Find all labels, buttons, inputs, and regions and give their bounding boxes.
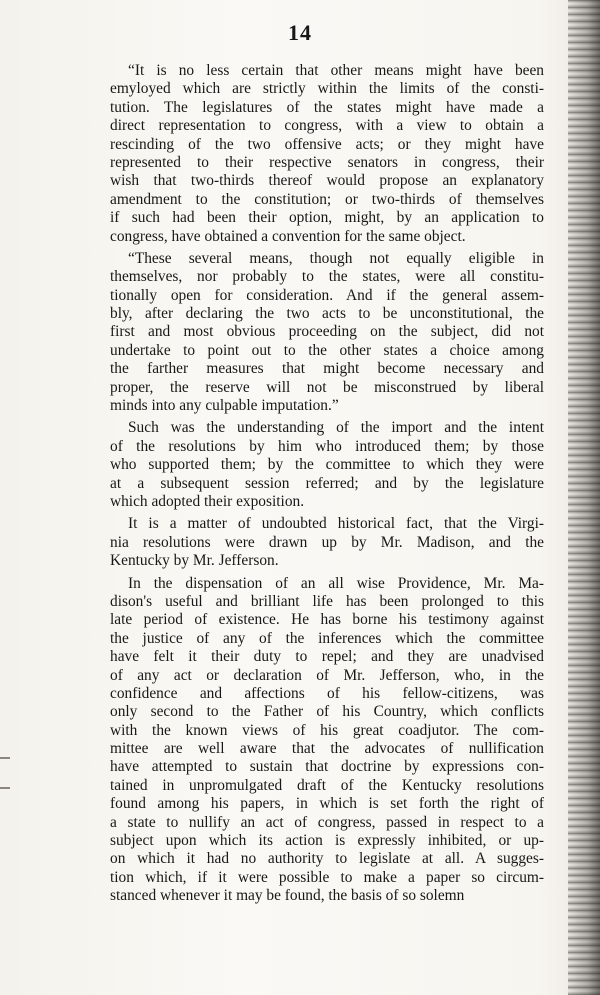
text-line: emyloyed which are strictly within the limits of the consti-	[110, 80, 544, 98]
text-line: have attempted to sustain that doctrine by expressions con-	[110, 758, 544, 776]
text-line: at a subsequent session referred; and by the legislature	[110, 474, 544, 492]
text-line: of any act or declaration of Mr. Jefferson, who, in the	[110, 666, 544, 684]
text-line: only second to the Father of his Country, which conflicts	[110, 703, 544, 721]
text-line: a state to nullify an act of congress, passed in respect to a	[110, 813, 544, 831]
text-line: who supported them; by the committee to which they were	[110, 456, 544, 474]
text-line: bly, after declaring the two acts to be unconstitutional, the	[110, 305, 544, 323]
paragraph	[110, 515, 544, 570]
text-line: undertake to point out to the other states a choice among	[110, 341, 544, 359]
text-line: minds into any culpable imputation.”	[110, 397, 339, 415]
text-line: the justice of any of the inferences which the committee	[110, 629, 544, 647]
text-line: mittee are well aware that the advocates of nullification	[110, 740, 544, 758]
paragraph	[110, 62, 544, 246]
text-line: “These several means, though not equally eligible in	[128, 249, 544, 267]
margin-mark	[0, 787, 10, 789]
text-line: represented to their respective senators in congress, their	[110, 153, 544, 171]
text-line: stanced whenever it may be found, the basis of so solemn	[110, 887, 465, 905]
text-line: “It is no less certain that other means might have been	[128, 62, 544, 79]
text-line: the farther measures that might become necessary and	[110, 360, 544, 378]
text-line: late period of existence. He has borne his testimony against	[110, 611, 544, 629]
text-line: rescinding of the two offensive acts; or they might have	[110, 135, 544, 153]
text-line: tion which, if it were possible to make a paper so circum-	[110, 868, 544, 886]
paragraph	[110, 250, 544, 416]
text-line: confidence and affections of his fellow-citizens, was	[110, 684, 544, 702]
text-line: nia resolutions were drawn up by Mr. Madison, and the	[110, 533, 544, 551]
text-line: wish that two-thirds thereof would propose an explanatory	[110, 172, 544, 190]
page-edge-shadow	[568, 0, 600, 995]
text-line: with the known views of his great coadjutor. The com-	[110, 721, 544, 739]
text-line: In the dispensation of an all wise Providence, Mr. Ma-	[128, 574, 544, 592]
text-line: proper, the reserve will not be misconstrued by liberal	[110, 378, 544, 396]
text-line: first and most obvious proceeding on the subject, did not	[110, 323, 544, 341]
text-line: which adopted their exposition.	[110, 492, 305, 510]
text-line: tution. The legislatures of the states might have made a	[110, 98, 544, 116]
text-line: tained in unpromulgated draft of the Kentucky resolutions	[110, 776, 544, 794]
text-line: found among his papers, in which is set forth the right of	[110, 795, 544, 813]
text-line: of the resolutions by him who introduced them; by those	[110, 437, 544, 455]
text-line: Kentucky by Mr. Jefferson.	[110, 552, 279, 570]
text-line: It is a matter of undoubted historical fact, that the Virgi-	[128, 515, 544, 533]
text-line: subject upon which its action is expressly inhibited, or up-	[110, 832, 544, 850]
text-line: amendment to the constitution; or two-thirds of themselves	[110, 190, 544, 208]
body-text	[110, 62, 544, 906]
text-line: tionally open for consideration. And if the general assem-	[110, 286, 544, 304]
text-line: congress, have obtained a convention for the same object.	[110, 227, 466, 245]
text-line: dison's useful and brilliant life has been prolonged to this	[110, 592, 544, 610]
text-line: themselves, nor probably to the states, were all constitu-	[110, 268, 544, 286]
text-line: if such had been their option, might, by an application to	[110, 209, 544, 227]
page-number: 14	[288, 20, 312, 45]
text-line: on which it had no authority to legislate at all. A sugges-	[110, 850, 544, 868]
paragraph	[110, 419, 544, 511]
text-line: direct representation to congress, with a view to obtain a	[110, 117, 544, 135]
margin-mark	[0, 757, 10, 759]
text-line: have felt it their duty to repel; and they are unadvised	[110, 648, 544, 666]
paragraph	[110, 575, 544, 906]
text-line: Such was the understanding of the import and the intent	[128, 419, 544, 437]
